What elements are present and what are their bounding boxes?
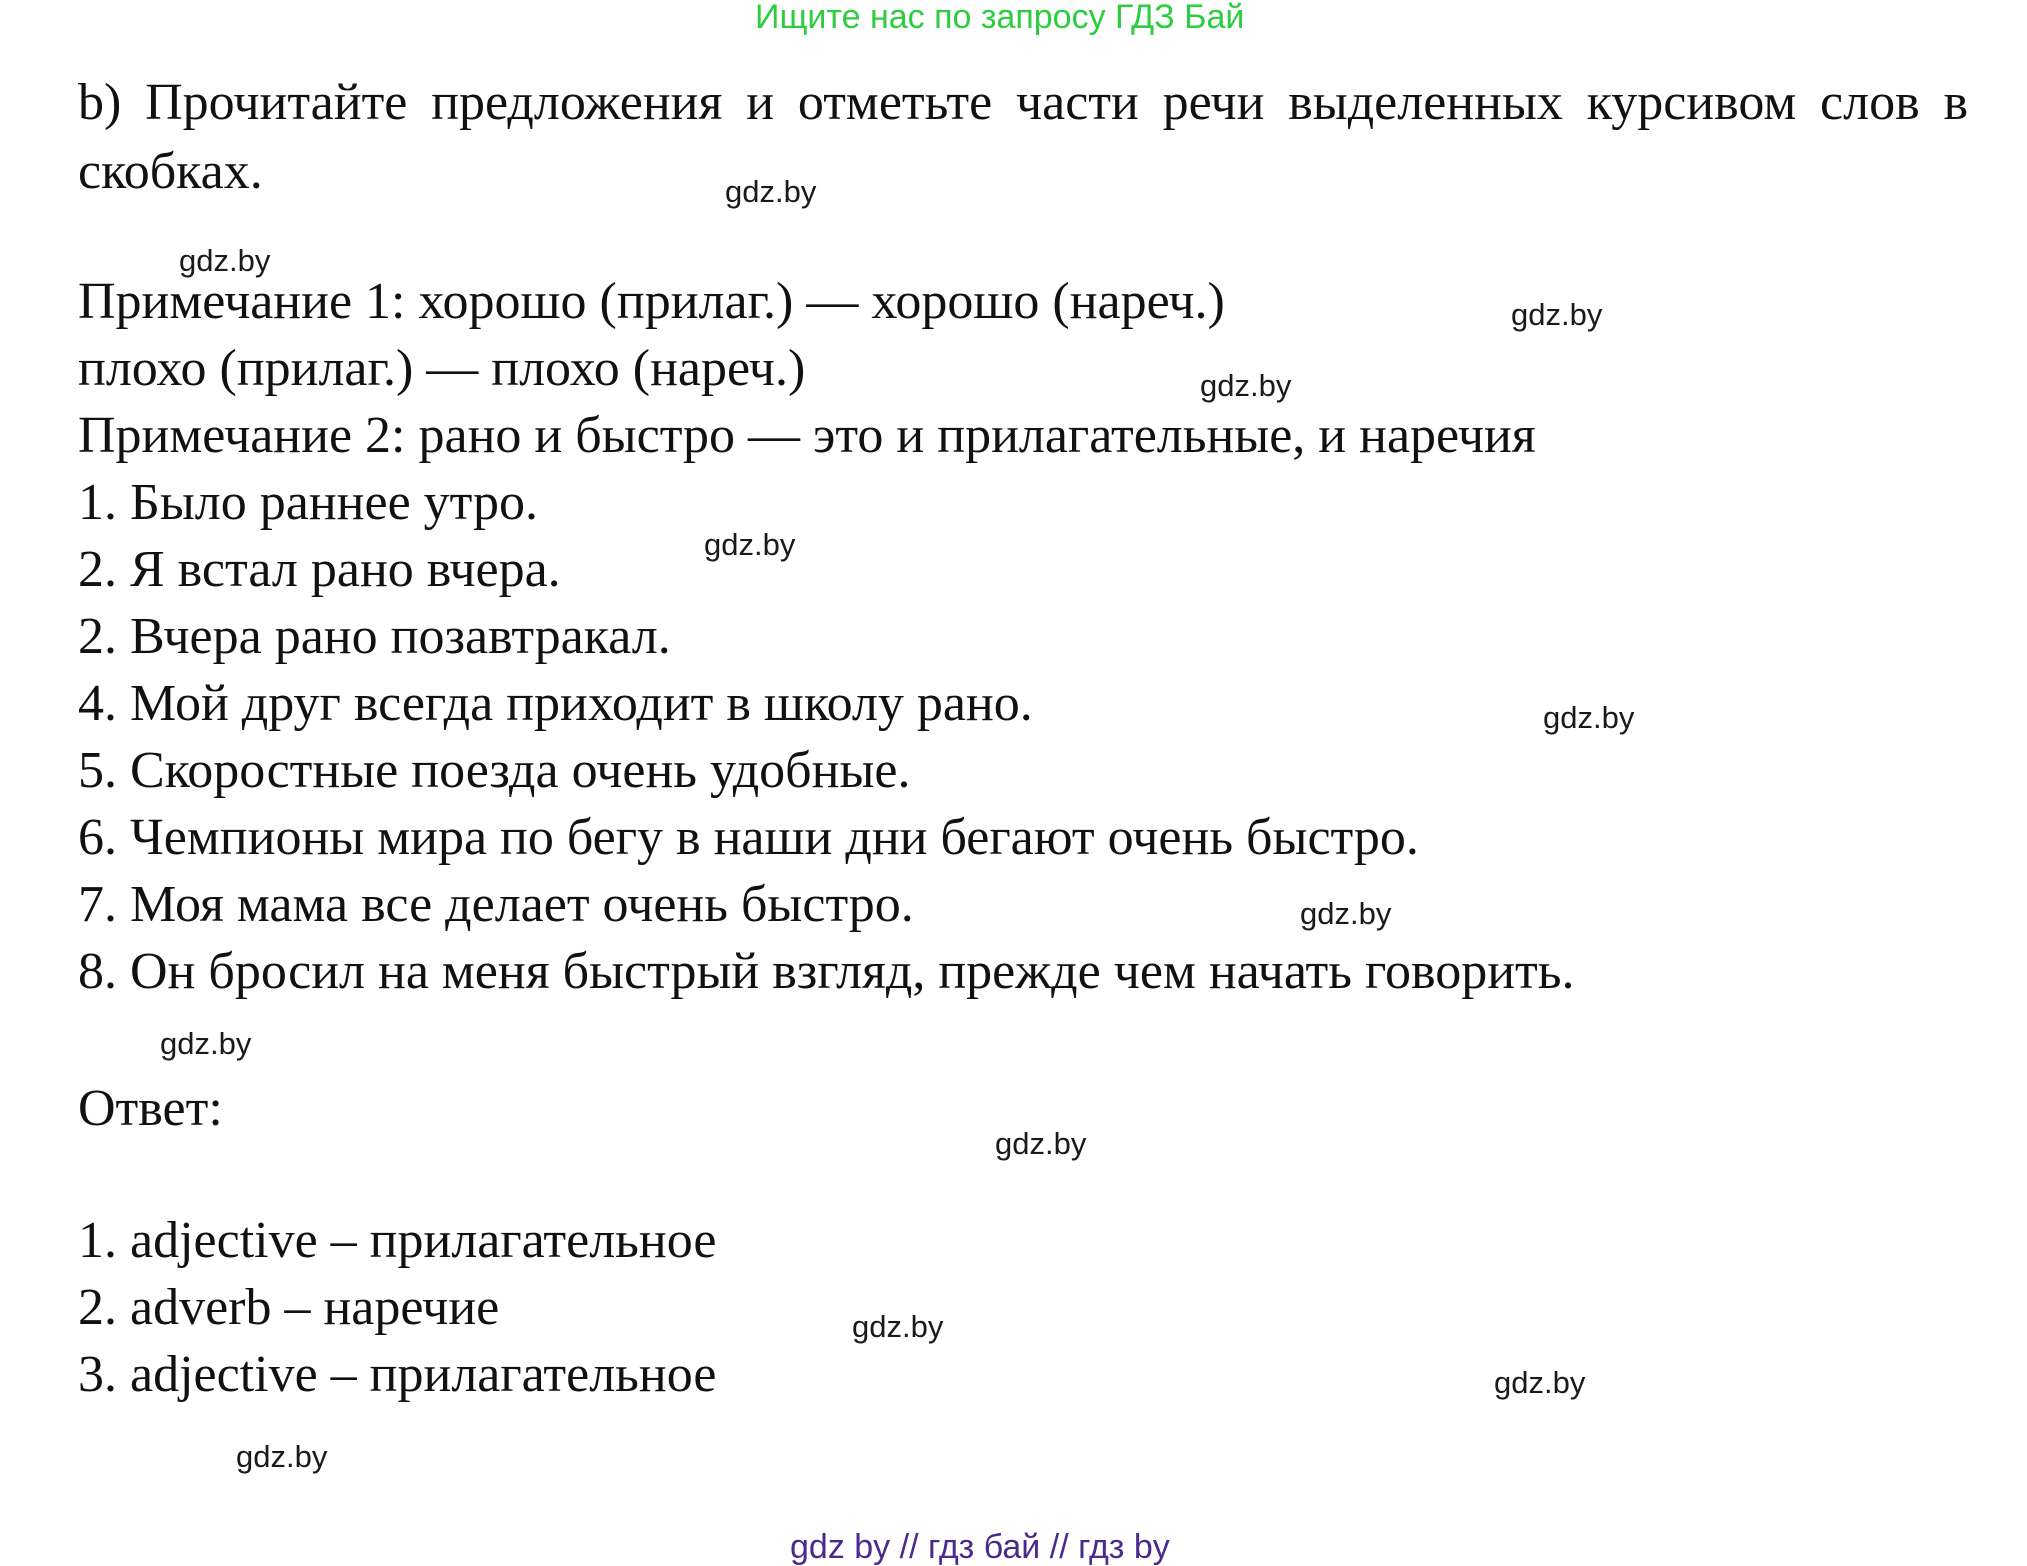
task-instruction: b) Прочитайте предложения и отметьте части речи выделенных курсивом слов в скобках. xyxy=(78,74,1968,200)
answer-item: 3. adjective – прилагательное xyxy=(78,1346,717,1403)
note-1-line-2: плохо (прилаг.) — плохо (нареч.) xyxy=(78,340,806,397)
watermark: gdz.by xyxy=(995,1126,1087,1161)
sentence-item: 8. Он бросил на меня быстрый взгляд, прежде чем начать говорить. xyxy=(78,943,1575,1000)
answer-label: Ответ: xyxy=(78,1080,223,1137)
watermark: gdz.by xyxy=(179,243,271,278)
watermark: gdz.by xyxy=(725,174,817,209)
watermark: gdz.by xyxy=(1494,1365,1586,1400)
sentence-item: 2. Я встал рано вчера. xyxy=(78,541,561,598)
note-2: Примечание 2: рано и быстро — это и прилагательные, и наречия xyxy=(78,407,1536,464)
watermark: gdz.by xyxy=(852,1309,944,1344)
watermark: gdz.by xyxy=(1300,896,1392,931)
sentence-item: 4. Мой друг всегда приходит в школу рано. xyxy=(78,675,1033,732)
sentence-item: 1. Было раннее утро. xyxy=(78,474,539,531)
sentence-item: 6. Чемпионы мира по бегу в наши дни бегают очень быстро. xyxy=(78,809,1419,866)
watermark: gdz.by xyxy=(1511,297,1603,332)
sentence-item: 7. Моя мама все делает очень быстро. xyxy=(78,876,914,933)
watermark: gdz.by xyxy=(160,1026,252,1061)
answer-item: 1. adjective – прилагательное xyxy=(78,1212,717,1269)
answer-item: 2. adverb – наречие xyxy=(78,1279,500,1336)
note-1-line-1: Примечание 1: хорошо (прилаг.) — хорошо (нареч.) xyxy=(78,273,1225,330)
watermark: gdz.by xyxy=(1543,700,1635,735)
sentence-item: 2. Вчера рано позавтракал. xyxy=(78,608,671,665)
sentence-item: 5. Скоростные поезда очень удобные. xyxy=(78,742,911,799)
footer-links: gdz by // гдз бай // гдз by xyxy=(790,1528,1170,1566)
watermark: gdz.by xyxy=(236,1439,328,1474)
top-banner: Ищите нас по запросу ГДЗ Бай xyxy=(755,0,1245,36)
watermark: gdz.by xyxy=(704,527,796,562)
watermark: gdz.by xyxy=(1200,368,1292,403)
